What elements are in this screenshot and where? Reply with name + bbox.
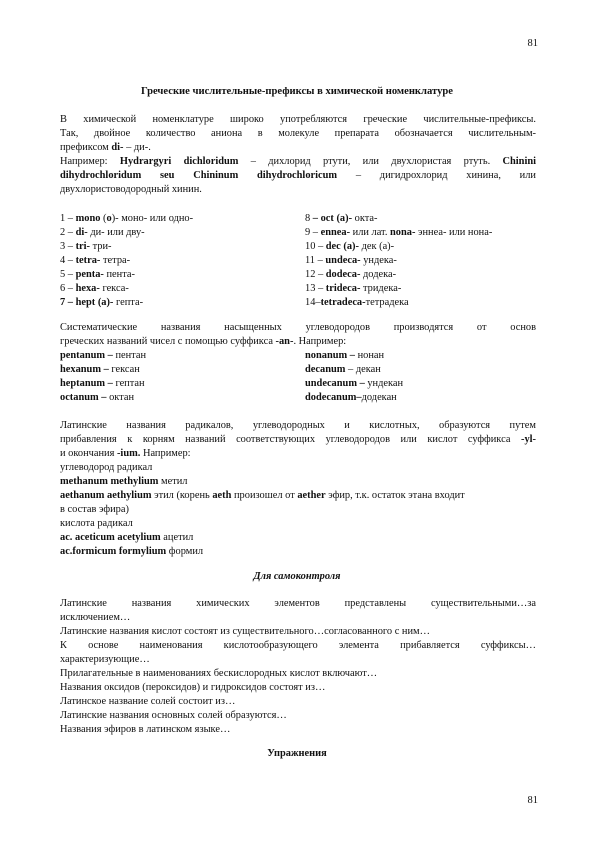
question-line: Названия эфиров в латинском языке… xyxy=(60,724,231,735)
alkanes-paragraph xyxy=(60,321,536,349)
list-item: 2 – di- ди- или дву- 9 – ennea- или лат. nona- эннеа- или нона- xyxy=(60,227,493,238)
radicals-line: прибавления к корням названий соответствующих углеводородов или кислот суффикса -yl- xyxy=(60,434,536,445)
list-item: octanum – октан dodecanum–додекан xyxy=(60,392,397,403)
question-line: Латинские названия кислот состоят из существительного…согласованного с ним… xyxy=(60,626,431,637)
intro-line: Например: Hydrargyri dichloridum – дихлорид ртути, или двухлористая ртуть. Chinini xyxy=(60,156,537,167)
self-control-heading: Для самоконтроля xyxy=(253,571,341,582)
alkanes-line: Систематические названия насыщенных углеводородов производятся от основ xyxy=(60,322,536,333)
alkanes-line: греческих названий чисел с помощью суффикса -an-. Например: xyxy=(60,336,347,347)
page-number-top: 81 xyxy=(527,38,538,49)
list-item: 7 – hept (a)- гепта- 14–tetradeca-тетрадека xyxy=(60,297,409,308)
self-control-questions xyxy=(60,597,536,737)
exercises-heading: Упражнения xyxy=(267,748,327,759)
radicals-line: aethanum aethylium этил (корень aeth произошел от aether эфир, т.к. остаток этана входит xyxy=(60,490,465,501)
radicals-paragraph xyxy=(60,419,536,559)
list-item: hexanum – гексан decanum – декан xyxy=(60,364,381,375)
intro-line: двухлористоводородный хинин. xyxy=(60,184,202,195)
intro-line: dihydrochloridum seu Chininum dihydrochloricum – дигидрохлорид хинина, или xyxy=(60,170,536,181)
question-line: характеризующие… xyxy=(60,654,150,665)
radicals-line: углеводород радикал xyxy=(60,462,153,473)
intro-line: В химической номенклатуре широко употребляются греческие числительные-префиксы. xyxy=(60,114,536,125)
question-line: исключением… xyxy=(60,612,131,623)
list-item: 4 – tetra- тетра- 11 – undeca- ундека- xyxy=(60,255,397,266)
question-line: Латинские названия основных солей образуются… xyxy=(60,710,287,721)
section-title: Греческие числительные-префиксы в химической номенклатуре xyxy=(141,86,453,97)
list-item: pentanum – пентан nonanum – нонан xyxy=(60,350,385,361)
alkane-names-list xyxy=(60,349,540,405)
question-line: Названия оксидов (пероксидов) и гидроксидов состоят из… xyxy=(60,682,326,693)
list-item: 1 – mono (o)- моно- или одно- 8 – oct (a)- окта- xyxy=(60,213,378,224)
intro-paragraph xyxy=(60,113,536,197)
list-item: 5 – penta- пента- 12 – dodeca- додека- xyxy=(60,269,397,280)
radicals-line: ac.formicum formylium формил xyxy=(60,546,204,557)
question-line: К основе наименования кислотообразующего элемента прибавляется суффиксы… xyxy=(60,640,536,651)
list-item: 6 – hexa- гекса- 13 – trideca- тридека- xyxy=(60,283,402,294)
numeral-prefix-list xyxy=(60,212,540,310)
radicals-line: methanum methylium метил xyxy=(60,476,188,487)
page-number-bottom: 81 xyxy=(527,795,538,806)
question-line: Прилагательные в наименованиях бескислородных кислот включают… xyxy=(60,668,378,679)
list-item: 3 – tri- три- 10 – dec (a)- дек (a)- xyxy=(60,241,395,252)
radicals-line: и окончания -ium. Например: xyxy=(60,448,191,459)
radicals-line: кислота радикал xyxy=(60,518,133,529)
radicals-line: в состав эфира) xyxy=(60,504,129,515)
list-item: heptanum – гептан undecanum – ундекан xyxy=(60,378,404,389)
radicals-line: Латинские названия радикалов, углеводородных и кислотных, образуются путем xyxy=(60,420,536,431)
intro-line: префиксом di- – ди-. xyxy=(60,142,151,153)
question-line: Латинское название солей состоит из… xyxy=(60,696,236,707)
radicals-line: ac. aceticum acetylium ацетил xyxy=(60,532,194,543)
question-line: Латинские названия химических элементов представлены существительными…за xyxy=(60,598,536,609)
intro-line: Так, двойное количество аниона в молекуле препарата обозначается числительным- xyxy=(60,128,536,139)
